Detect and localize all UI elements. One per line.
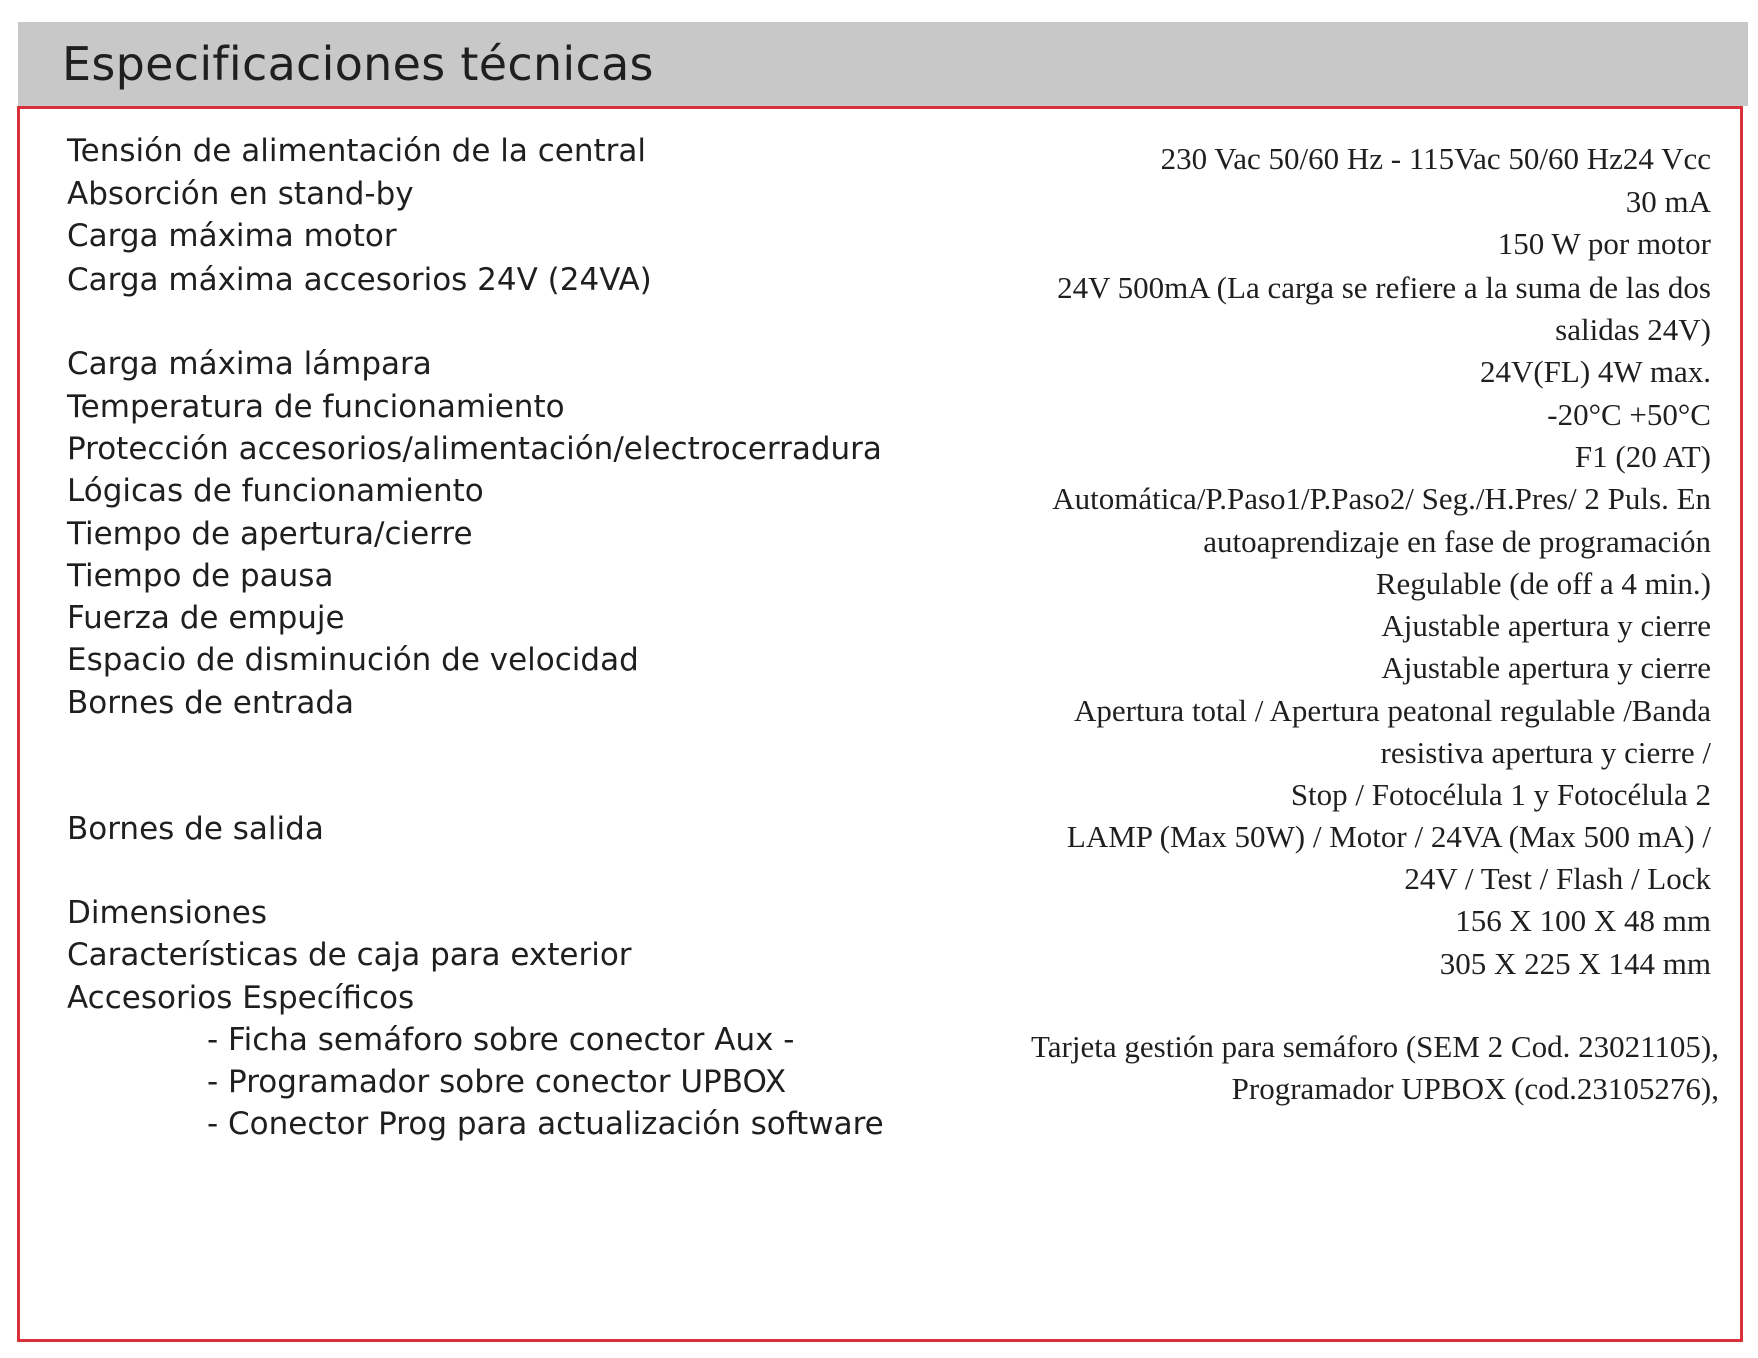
spec-value: Apertura total / Apertura peatonal regulable /Banda [1074, 693, 1711, 728]
spec-value: Regulable (de off a 4 min.) [1375, 566, 1711, 601]
spec-label: Bornes de salida [67, 811, 324, 847]
accessory-item: - Conector Prog para actualización software [207, 1106, 884, 1142]
spec-label: Tiempo de apertura/cierre [67, 516, 473, 552]
spec-value: 24V / Test / Flash / Lock [1404, 861, 1711, 896]
spec-label: Carga máxima motor [67, 218, 397, 254]
spec-value: Programador UPBOX (cod.23105276), [1231, 1071, 1719, 1106]
page-title: Especificaciones técnicas [62, 37, 654, 91]
spec-label: Fuerza de empuje [67, 600, 345, 636]
spec-value: Automática/P.Paso1/P.Paso2/ Seg./H.Pres/ 2 Puls. En [1052, 481, 1711, 516]
spec-label: Accesorios Específicos [67, 980, 415, 1016]
spec-value: Tarjeta gestión para semáforo (SEM 2 Cod. 23021105), [1031, 1029, 1719, 1064]
spec-label: Bornes de entrada [67, 685, 355, 721]
spec-label: Dimensiones [67, 895, 268, 931]
section-header [18, 22, 1748, 106]
spec-value: -20°C +50°C [1547, 397, 1711, 432]
spec-value: 150 W por motor [1497, 226, 1711, 261]
spec-label: Carga máxima lámpara [67, 346, 432, 382]
spec-value: salidas 24V) [1555, 312, 1711, 347]
spec-value: resistiva apertura y cierre / [1380, 735, 1711, 770]
spec-value: 156 X 100 X 48 mm [1455, 903, 1711, 938]
spec-value: 230 Vac 50/60 Hz - 115Vac 50/60 Hz24 Vcc [1160, 141, 1711, 176]
spec-label: Espacio de disminución de velocidad [67, 642, 639, 678]
spec-value: Ajustable apertura y cierre [1381, 650, 1711, 685]
spec-label: Absorción en stand-by [67, 176, 414, 212]
spec-value: F1 (20 AT) [1574, 439, 1711, 474]
spec-value: 24V(FL) 4W max. [1479, 354, 1711, 389]
spec-label: Tensión de alimentación de la central [67, 133, 646, 169]
spec-value: 24V 500mA (La carga se refiere a la suma de las dos [1057, 270, 1711, 305]
spec-value: Ajustable apertura y cierre [1381, 608, 1711, 643]
accessory-item: - Ficha semáforo sobre conector Aux - [207, 1022, 795, 1058]
spec-label: Lógicas de funcionamiento [67, 473, 484, 509]
spec-value: Stop / Fotocélula 1 y Fotocélula 2 [1290, 777, 1711, 812]
spec-value: autoaprendizaje en fase de programación [1203, 524, 1711, 559]
spec-label: Características de caja para exterior [67, 937, 632, 973]
spec-value: LAMP (Max 50W) / Motor / 24VA (Max 500 mA) / [1066, 819, 1711, 854]
spec-label: Carga máxima accesorios 24V (24VA) [67, 262, 652, 298]
spec-label: Tiempo de pausa [67, 558, 334, 594]
spec-value: 305 X 225 X 144 mm [1439, 946, 1711, 981]
spec-label: Protección accesorios/alimentación/electrocerradura [67, 431, 882, 467]
accessory-item: - Programador sobre conector UPBOX [207, 1064, 787, 1100]
spec-value: 30 mA [1625, 184, 1711, 219]
spec-label: Temperatura de funcionamiento [67, 389, 565, 425]
